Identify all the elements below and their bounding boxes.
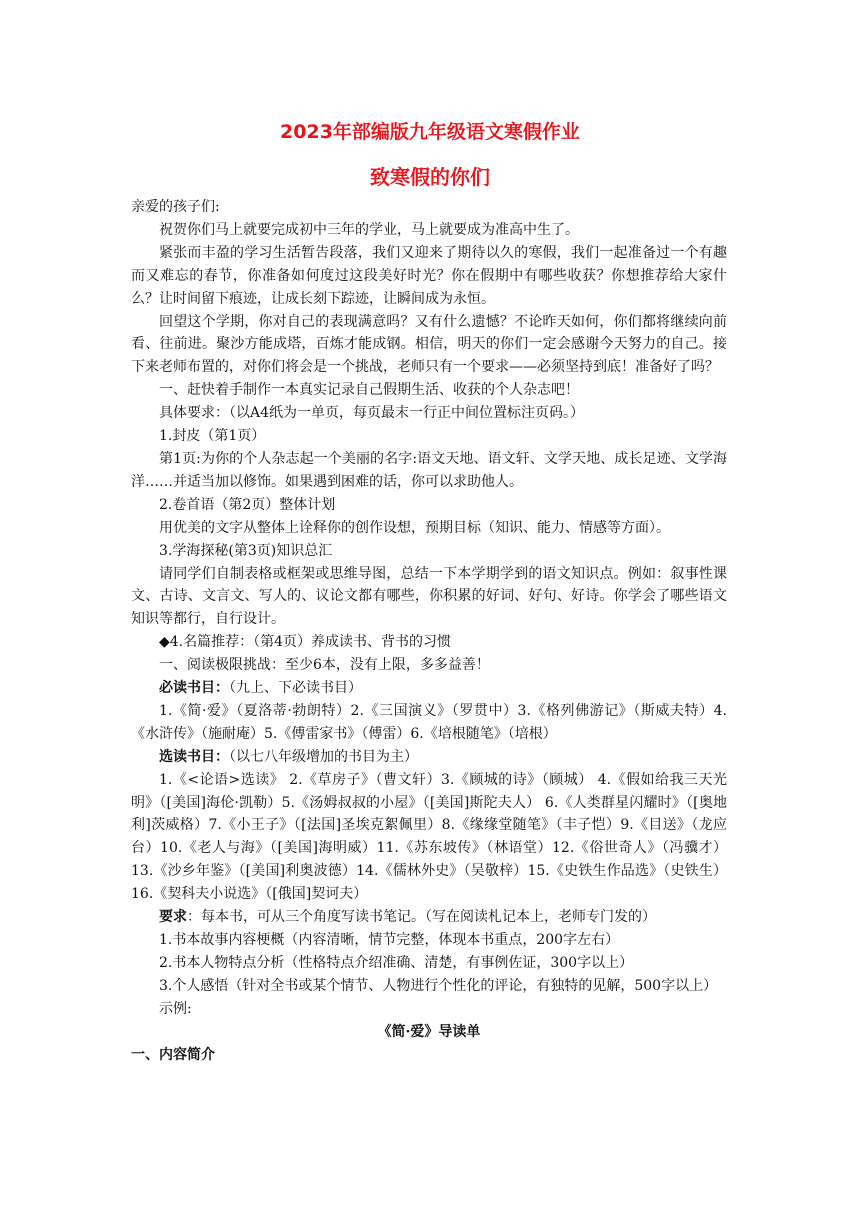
required-books-note: （九上、下必读书目）	[229, 680, 362, 697]
note-point-3: 3.个人感悟（针对全书或某个情节、人物进行个性化的评论，有独特的见解，500字以上）	[159, 977, 718, 994]
item-2-heading: 2.卷首语（第2页）整体计划	[159, 496, 336, 513]
optional-books-heading	[131, 746, 727, 769]
required-books-list: 1.《简·爱》（夏洛蒂·勃朗特）2.《三国演义》（罗贯中）3.《格列佛游记》（斯威夫特）4.《水浒传》（施耐庵）5.《傅雷家书》（傅雷）6.《培根随笔》（培根）	[131, 702, 727, 742]
item-2-desc: 用优美的文字从整体上诠释你的创作设想，预期目标（知识、能力、情感等方面）。	[159, 519, 670, 536]
item-1-desc: 第1页:为你的个人杂志起一个美丽的名字:语文天地、语文轩、文学天地、成长足迹、文学海洋……并适当加以修饰。如果遇到困难的话，你可以求助他人。	[131, 450, 727, 490]
optional-books-label: 选读书目：	[159, 748, 229, 765]
paragraph-2: 紧张而丰盈的学习生活暂告段落，我们又迎来了期待以久的寒假，我们一起准备过一个有趣而又难忘的春节，你准备如何度过这段美好时光？你在假期中有哪些收获？你想推荐给大家什么？让时间留下痕迹，让成长刻下踪迹，让瞬间成为永恒。	[131, 244, 727, 307]
guide-title: 《简·爱》导读单	[377, 1023, 481, 1040]
section-1-heading	[131, 1044, 727, 1067]
example-label: 示例:	[159, 1000, 192, 1017]
paragraph-1: 祝贺你们马上就要完成初中三年的学业，马上就要成为准高中生了。	[159, 221, 579, 238]
notes-requirement	[131, 906, 727, 929]
notes-requirement-text: ：每本书，可从三个角度写读书笔记。（写在阅读札记本上，老师专门发的）	[187, 909, 656, 926]
note-point-2: 2.书本人物特点分析（性格特点介绍准确、清楚，有事例佐证，300字以上）	[159, 954, 634, 971]
paragraph-3: 回望这个学期，你对自己的表现满意吗？又有什么遗憾？不论昨天如何，你们都将继续向前看、往前进。聚沙方能成塔，百炼才能成钢。相信，明天的你们一定会感谢今天努力的自己。接下来老师布置的，对你们将会是一个挑战，老师只有一个要求——必须坚持到底！准备好了吗？	[131, 313, 727, 376]
item-3-heading: 3.学海探秘(第3页)知识总汇	[159, 542, 333, 559]
item-1-heading: 1.封皮（第1页）	[159, 428, 266, 445]
document-title: 2023年部编版九年级语文寒假作业	[280, 121, 580, 143]
task-1-heading: 一、赶快着手制作一本真实记录自己假期生活、收获的个人杂志吧！	[159, 382, 579, 399]
requirements: 具体要求：（以A4纸为一单页，每页最末一行正中间位置标注页码。）	[159, 405, 585, 422]
optional-books-note: （以七八年级增加的书目为主）	[229, 748, 418, 765]
item-4-heading: ◆4.名篇推荐：（第4页）养成读书、背书的习惯	[159, 634, 452, 651]
document-body	[131, 196, 727, 1066]
item-3-desc: 请同学们自制表格或框架或思维导图，总结一下本学期学到的语文知识点。例如：叙事性课文、古诗、文言文、写人的、议论文都有哪些，你积累的好词、好句、好诗。你学会了哪些语文知识等都行，自行设计。	[131, 565, 727, 628]
optional-books-list: 1.《<论语>选读》 2.《草房子》（曹文轩）3.《顾城的诗》（顾城） 4.《假如给我三天光明》（[美国]海伦·凯勒）5.《汤姆叔叔的小屋》（[美国]斯陀夫人） 6.《人类群星闪耀时》（[奥地利]茨威格）7.《小王子》（[法国]圣埃克絮佩里）8.《缘缘堂随笔》（丰子恺）9.《目送》（龙应台）10.《老人与海》（[美国]海明威）11.《苏东坡传》（林语堂）12.《俗世奇人》（冯骥才）13.《沙乡年鉴》（[美国]利奥波德）14.《儒林外史》（吴敬梓）15.《史铁生作品选》（史铁生）16.《契科夫小说选》（[俄国]契诃夫）	[131, 771, 727, 903]
notes-requirement-label: 要求	[159, 909, 187, 926]
document-subtitle: 致寒假的你们	[370, 165, 490, 189]
note-point-1: 1.书本故事内容梗概（内容清晰，情节完整，体现本书重点，200字左右）	[159, 932, 620, 948]
required-books-heading	[131, 677, 727, 700]
reading-challenge: 一、阅读极限挑战：至少6本，没有上限，多多益善！	[159, 657, 490, 674]
greeting: 亲爱的孩子们:	[131, 199, 220, 215]
required-books-label: 必读书目：	[159, 680, 229, 697]
section-1-label: 一、内容简介	[131, 1046, 215, 1063]
